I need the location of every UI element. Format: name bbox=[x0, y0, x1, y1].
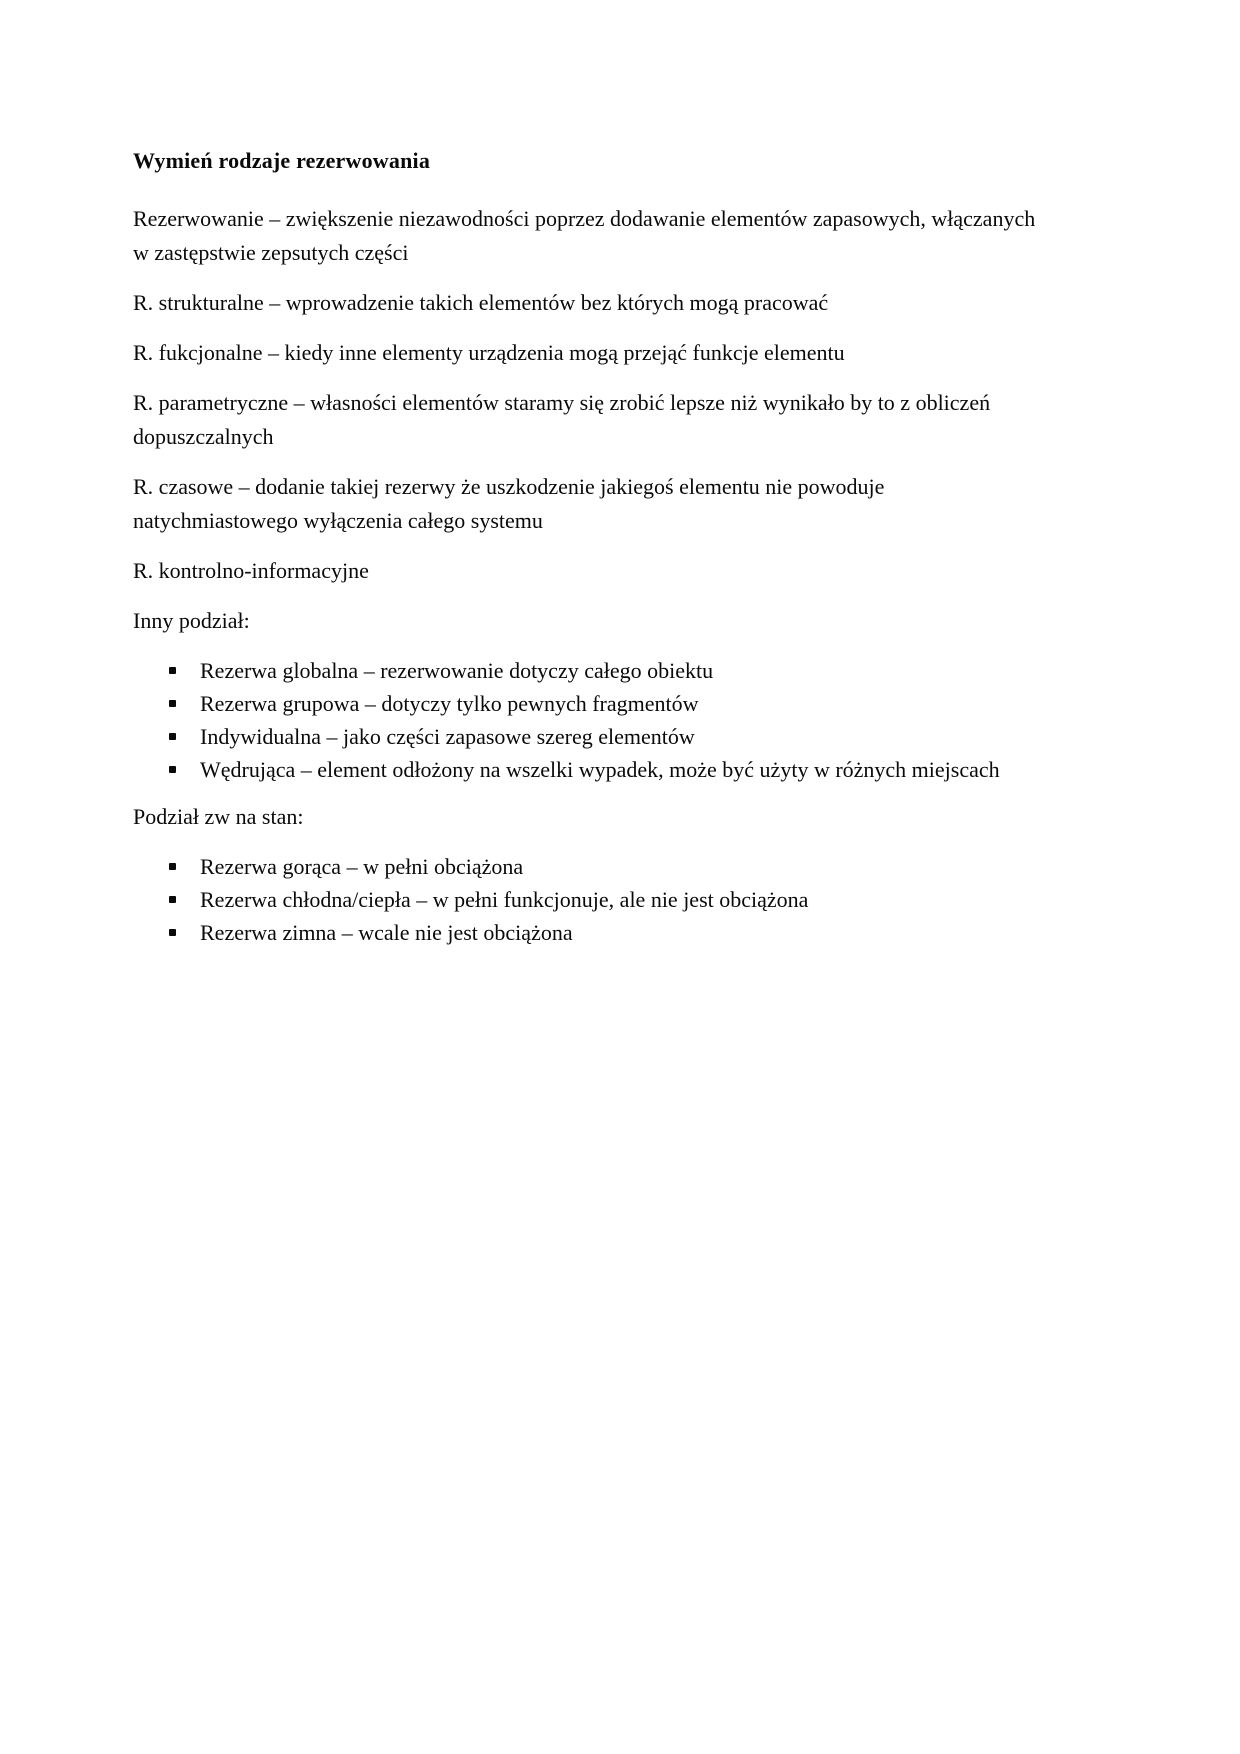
bullet-icon bbox=[169, 667, 176, 674]
paragraph-line: dopuszczalnych bbox=[133, 424, 274, 449]
list-item bbox=[133, 654, 1108, 687]
list1 bbox=[133, 654, 1108, 786]
bullet-icon bbox=[169, 896, 176, 903]
bullet-icon bbox=[169, 733, 176, 740]
paragraph-czasowe bbox=[133, 470, 1108, 538]
list2-heading: Podział zw na stan: bbox=[133, 804, 304, 829]
list-item-text: Rezerwa globalna – rezerwowanie dotyczy całego obiektu bbox=[200, 658, 714, 683]
list2 bbox=[133, 850, 1108, 949]
paragraph-line: R. fukcjonalne – kiedy inne elementy urządzenia mogą przejąć funkcje elementu bbox=[133, 340, 845, 365]
bullet-icon bbox=[169, 863, 176, 870]
list-item-text: Wędrująca – element odłożony na wszelki wypadek, może być użyty w różnych miejscach bbox=[200, 757, 1000, 782]
list-item bbox=[133, 720, 1108, 753]
document-content bbox=[133, 146, 1108, 963]
list-item-text: Rezerwa zimna – wcale nie jest obciążona bbox=[200, 920, 573, 945]
paragraph-line: Rezerwowanie – zwiększenie niezawodności poprzez dodawanie elementów zapasowych, włączanych bbox=[133, 206, 1036, 231]
list-item-text: Rezerwa grupowa – dotyczy tylko pewnych fragmentów bbox=[200, 691, 699, 716]
paragraph-line: R. czasowe – dodanie takiej rezerwy że uszkodzenie jakiegoś elementu nie powoduje bbox=[133, 474, 885, 499]
document-title: Wymień rodzaje rezerwowania bbox=[133, 148, 431, 173]
paragraph-rezerwowanie-definition bbox=[133, 202, 1108, 270]
list-item-text: Indywidualna – jako części zapasowe szereg elementów bbox=[200, 724, 695, 749]
list-item-text: Rezerwa gorąca – w pełni obciążona bbox=[200, 854, 524, 879]
paragraph-strukturalne bbox=[133, 286, 1108, 320]
list-item bbox=[133, 687, 1108, 720]
list1-heading: Inny podział: bbox=[133, 608, 250, 633]
paragraph-fukcjonalne bbox=[133, 336, 1108, 370]
paragraph-line: R. parametryczne – własności elementów staramy się zrobić lepsze niż wynikało by to z obliczeń bbox=[133, 390, 991, 415]
list-item-text: Rezerwa chłodna/ciepła – w pełni funkcjonuje, ale nie jest obciążona bbox=[200, 887, 809, 912]
bullet-icon bbox=[169, 766, 176, 773]
paragraph-parametryczne bbox=[133, 386, 1108, 454]
paragraph-line: w zastępstwie zepsutych części bbox=[133, 240, 409, 265]
paragraph-line: R. strukturalne – wprowadzenie takich elementów bez których mogą pracować bbox=[133, 290, 829, 315]
list-item bbox=[133, 916, 1108, 949]
list-item bbox=[133, 753, 1108, 786]
paragraph-line: natychmiastowego wyłączenia całego systemu bbox=[133, 508, 543, 533]
bullet-icon bbox=[169, 700, 176, 707]
paragraph-line: R. kontrolno-informacyjne bbox=[133, 558, 369, 583]
bullet-icon bbox=[169, 929, 176, 936]
list-item bbox=[133, 883, 1108, 916]
list-item bbox=[133, 850, 1108, 883]
paragraph-kontrolno-informacyjne bbox=[133, 554, 1108, 588]
